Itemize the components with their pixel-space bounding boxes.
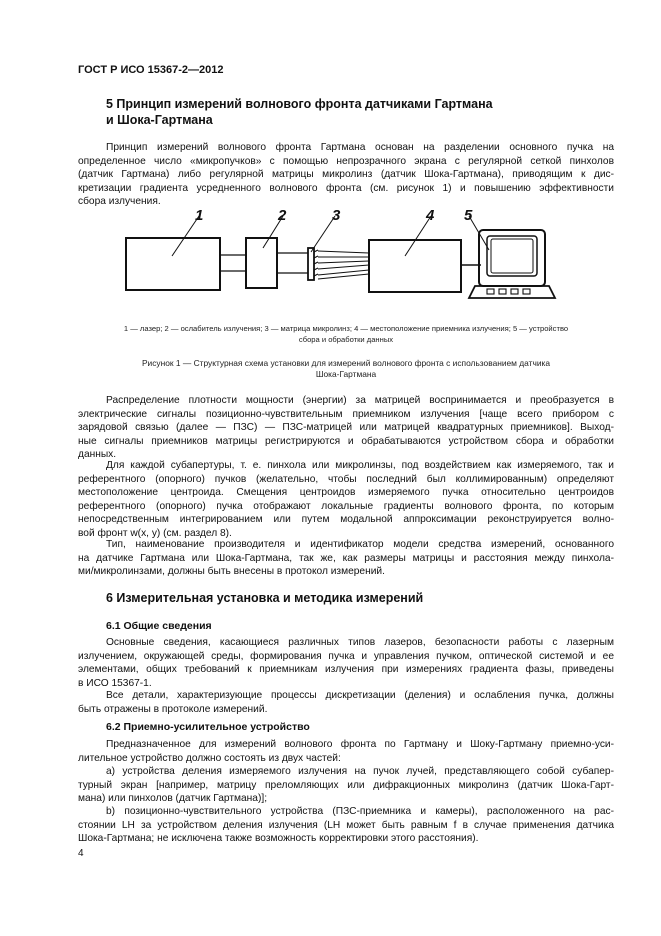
section-5-paragraph-3	[78, 459, 614, 540]
figure-label-2: 2	[278, 208, 287, 224]
computer-monitor	[479, 230, 545, 286]
text-line: данных.	[78, 449, 117, 460]
document-header: ГОСТ Р ИСО 15367-2—2012	[78, 64, 224, 76]
figure-caption-line-1: Рисунок 1 — Структурная схема установки для измерений волнового фронта с использованием датчика	[141, 358, 551, 368]
text-line: лительное устройство должно состоять из двух частей:	[78, 752, 341, 764]
text-line: стоянии LH за устройством деления излучения (LH может быть равным f в случае применения датчика	[78, 819, 614, 831]
computer-keyboard	[469, 286, 555, 298]
section-5-title-line-2: и Шока-Гартмана	[106, 113, 213, 127]
text-line: элементами, общих требований к приемникам излучения при измерениях градиента фазы, приведены	[78, 664, 614, 675]
section-6-2-item-b	[78, 805, 614, 846]
text-line: в ИСО 15367-1.	[78, 677, 152, 689]
figure-caption	[78, 358, 614, 380]
laser-block	[126, 238, 220, 290]
figure-1-schematic	[125, 208, 565, 323]
text-line: b) позиционно-чувствительного устройства (ПЗС-приемника и камеры), расположенного на рас-	[106, 806, 614, 817]
text-line: турный экран [например, матрицу преломляющих или дифракционных микролинз (датчик Шока-Гарт-	[78, 779, 614, 791]
text-line: Для каждой субапертуры, т. е. пинхола или микролинзы, под воздействием как измеряемого, так и	[106, 460, 614, 471]
text-line: Основные сведения, касающиеся различных типов лазеров, безопасности работы с лазерным	[106, 637, 614, 648]
figure-label-1: 1	[195, 208, 204, 224]
text-line: Шока-Гартмана; не исключена также возможность корректировки этого расстояния).	[78, 833, 479, 844]
section-6-2-paragraph-1	[78, 738, 614, 765]
section-5-paragraph-2	[78, 394, 614, 462]
setup-diagram	[125, 208, 565, 318]
text-line: Принцип измерений волнового фронта Гартмана основан на разделении основного пучка на	[106, 142, 614, 153]
text-line: (датчик Гартмана) либо регулярной матрицы микролинз (датчик Шока-Гартмана), приводящим к дис-	[78, 169, 614, 180]
section-5-paragraph-1	[78, 141, 614, 209]
text-line: a) устройства деления измеряемого излучения на пучок лучей, представляющего собой субапер-	[106, 766, 614, 777]
figure-legend-line-2: сбора и обработки данных	[298, 335, 394, 344]
section-6-2-item-a	[78, 765, 614, 806]
section-6-title: 6 Измерительная установка и методика измерений	[106, 591, 424, 605]
text-line: Распределение плотности мощности (энергии) за матрицей воспринимается и преобразуется в	[106, 395, 614, 406]
text-line: кретизации градиента усредненного волнового фронта (см. рисунок 1) и повышению эффективности	[78, 182, 614, 194]
text-line: излучением, окружающей среды, формирования пучка и управления пучком, оптической системой и ее	[78, 650, 614, 662]
section-5-paragraph-4	[78, 538, 614, 579]
section-6-2-title: 6.2 Приемно-усилительное устройство	[106, 721, 310, 733]
text-line: зарядовой связью (далее — ПЗС) — ПЗС-матрицей или матрицей квадратурных приемников]. Выход-	[78, 422, 614, 433]
microlens-array	[308, 248, 314, 280]
text-line: мана) или пинхолов (датчик Гартмана)];	[78, 793, 268, 804]
text-line: определенное число «микропучков» с помощью непрозрачного экрана с регулярной сеткой пинхолов	[78, 155, 614, 167]
figure-legend	[78, 323, 614, 345]
text-line: референтного (опорного) пучка отображают локальные градиенты волнового фронта, по которым	[78, 500, 614, 512]
figure-legend-line-1: 1 — лазер; 2 — ослабитель излучения; 3 — матрица микролинз; 4 — местоположение приемника излучения; 5 — устройство	[123, 324, 569, 333]
text-line: Тип, наименование производителя и идентификатор модели средства измерений, основанного	[106, 539, 614, 550]
section-6-1-title: 6.1 Общие сведения	[106, 620, 212, 632]
figure-caption-line-2: Шока-Гартмана	[315, 369, 377, 379]
text-line: электрические сигналы позиционно-чувствительным приемником излучения [чаще всего прибором с	[78, 408, 614, 420]
section-6-1-paragraph-2	[78, 689, 614, 716]
section-5-title-line-1: 5 Принцип измерений волнового фронта датчиками Гартмана	[106, 97, 493, 111]
text-line: ные сигналы приемников матрицы регистрируются и обрабатываются устройством сбора и обработки	[78, 435, 614, 447]
text-line: сбора излучения.	[78, 196, 161, 207]
text-line: местоположение центроида. Смещения центроидов измеряемого пучка относительно центроидов	[78, 487, 614, 498]
text-line: ми/микролинзами, должны быть внесены в протокол измерений.	[78, 566, 385, 577]
attenuator-block	[246, 238, 277, 288]
text-line: на датчике Гартмана или Шока-Гартмана, так же, как размеры матрицы и расстояния между пинхола-	[78, 552, 614, 564]
section-6-1-paragraph-1	[78, 636, 614, 690]
text-line: быть отражены в протоколе измерений.	[78, 703, 268, 715]
figure-label-5: 5	[464, 208, 473, 224]
figure-label-3: 3	[332, 208, 341, 224]
text-line: вой фронт w(x, y) (см. раздел 8).	[78, 527, 232, 539]
text-line: референтного (опорного) пучков (желательно, чтобы последний был коллимированным) определяют	[78, 473, 614, 485]
figure-label-4: 4	[426, 208, 435, 224]
text-line: Все детали, характеризующие процессы дискретизации (деления) и ослабления пучка, должны	[106, 690, 614, 701]
detector-block	[369, 240, 461, 292]
text-line: Предназначенное для измерений волнового фронта по Гартману и Шоку-Гартману приемно-уси-	[106, 739, 614, 750]
page-number: 4	[78, 848, 84, 859]
text-line: непосредственным интегрированием или путем модальной аппроксимации реконструируется волно-	[78, 514, 614, 525]
